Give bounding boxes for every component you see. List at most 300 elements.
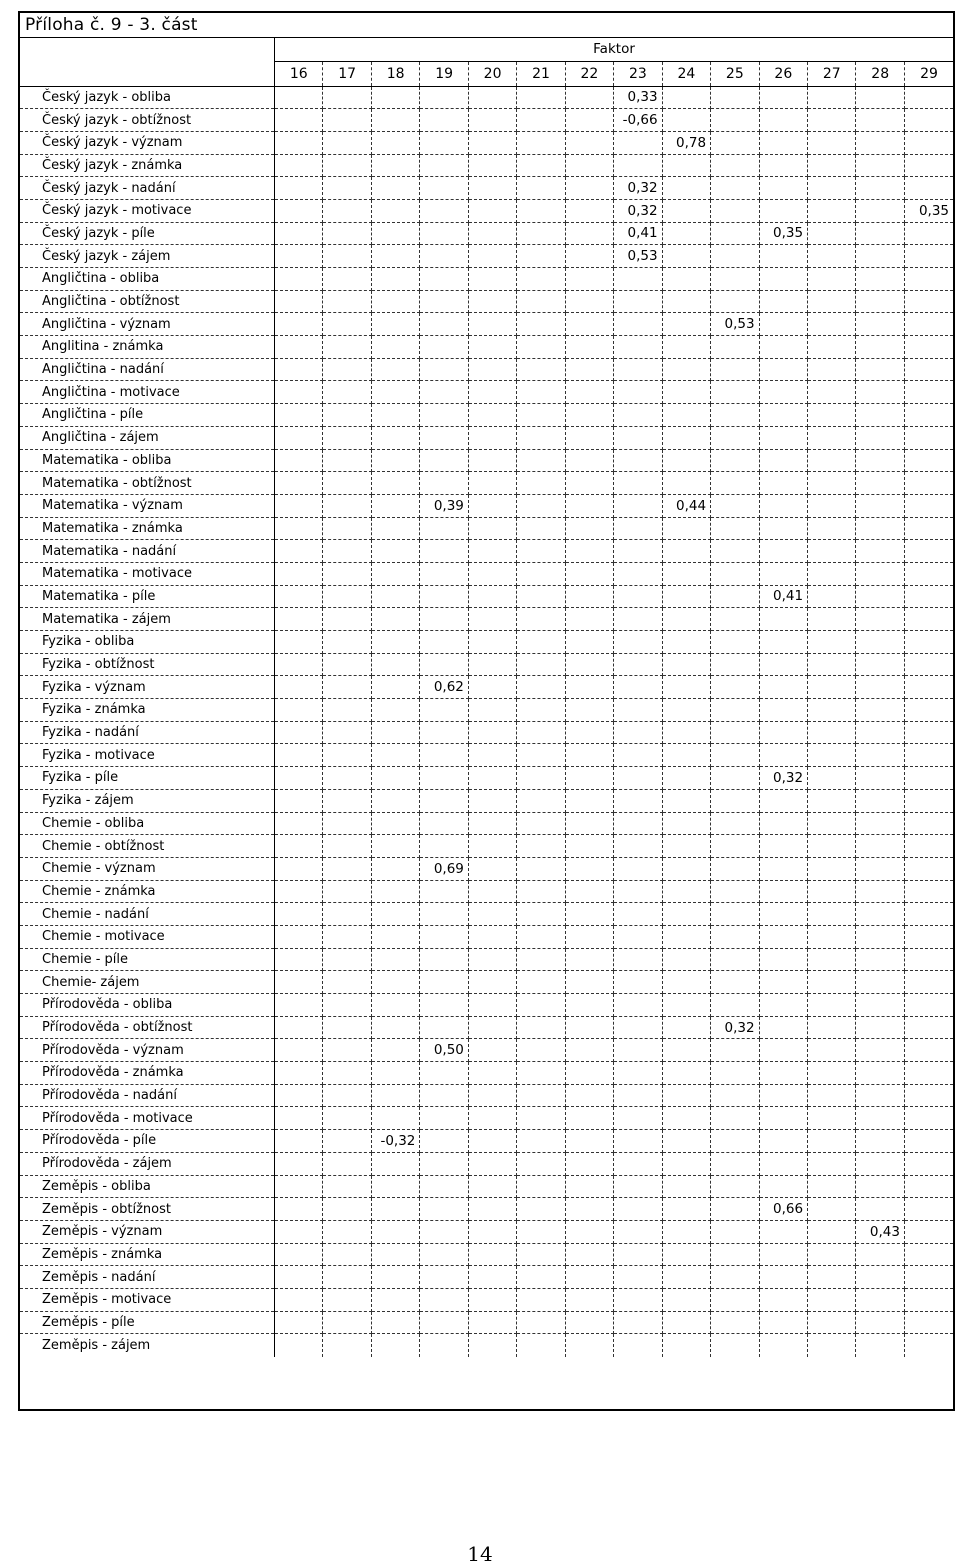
loading-cell bbox=[856, 517, 904, 540]
loading-cell bbox=[565, 336, 613, 359]
loading-cell: 0,32 bbox=[614, 177, 663, 200]
loading-cell bbox=[904, 1039, 953, 1062]
loading-cell bbox=[662, 1016, 710, 1039]
loading-cell bbox=[711, 789, 759, 812]
loading-cell bbox=[856, 585, 904, 608]
loading-cell bbox=[904, 971, 953, 994]
loading-cell: 0,53 bbox=[711, 313, 759, 336]
loading-cell bbox=[565, 109, 613, 132]
loading-cell bbox=[808, 426, 856, 449]
loading-cell bbox=[808, 199, 856, 222]
loading-cell bbox=[856, 1266, 904, 1289]
row-label: Přírodověda - zájem bbox=[20, 1152, 275, 1175]
loading-cell bbox=[420, 1152, 468, 1175]
loading-cell bbox=[565, 358, 613, 381]
table-row bbox=[20, 426, 953, 449]
loading-cell bbox=[808, 608, 856, 631]
loading-cell: 0,41 bbox=[759, 585, 807, 608]
loading-cell bbox=[565, 699, 613, 722]
row-label: Zeměpis - nadání bbox=[20, 1266, 275, 1289]
loading-cell bbox=[808, 472, 856, 495]
loading-cell bbox=[904, 1288, 953, 1311]
loading-cell bbox=[904, 313, 953, 336]
loading-cell bbox=[323, 676, 371, 699]
loading-cell bbox=[904, 880, 953, 903]
loading-cell bbox=[759, 177, 807, 200]
loading-cell bbox=[614, 676, 663, 699]
loading-cell bbox=[420, 336, 468, 359]
row-label: Angličtina - píle bbox=[20, 404, 275, 427]
loading-cell bbox=[808, 131, 856, 154]
loading-cell bbox=[904, 812, 953, 835]
loading-cell bbox=[614, 925, 663, 948]
loading-cell bbox=[565, 540, 613, 563]
row-label: Chemie- zájem bbox=[20, 971, 275, 994]
loading-cell bbox=[517, 1016, 565, 1039]
loading-cell bbox=[614, 744, 663, 767]
loading-cell bbox=[468, 562, 516, 585]
loading-cell bbox=[371, 699, 420, 722]
loading-cell bbox=[371, 903, 420, 926]
loading-cell bbox=[904, 404, 953, 427]
loading-cell bbox=[711, 154, 759, 177]
loading-cell bbox=[565, 1039, 613, 1062]
row-label: Český jazyk - nadání bbox=[20, 177, 275, 200]
loading-cell bbox=[517, 1288, 565, 1311]
loading-cell bbox=[420, 721, 468, 744]
loading-cell bbox=[614, 994, 663, 1017]
loading-cell bbox=[517, 767, 565, 790]
loading-cell bbox=[275, 903, 323, 926]
loading-cell bbox=[711, 1266, 759, 1289]
loading-cell bbox=[759, 1062, 807, 1085]
loading-cell bbox=[565, 426, 613, 449]
loading-cell bbox=[856, 86, 904, 109]
loading-cell bbox=[275, 154, 323, 177]
loading-cell bbox=[808, 857, 856, 880]
loading-cell bbox=[565, 449, 613, 472]
loading-cell bbox=[468, 767, 516, 790]
loading-cell bbox=[662, 1084, 710, 1107]
loading-cell bbox=[856, 631, 904, 654]
factor-header-cell: 22 bbox=[565, 61, 613, 86]
loading-cell bbox=[517, 336, 565, 359]
loading-cell bbox=[468, 381, 516, 404]
loading-cell bbox=[662, 948, 710, 971]
loading-cell bbox=[275, 1130, 323, 1153]
table-row bbox=[20, 449, 953, 472]
row-label: Matematika - motivace bbox=[20, 562, 275, 585]
loading-cell bbox=[614, 1039, 663, 1062]
loading-cell bbox=[808, 517, 856, 540]
loading-cell: 0,53 bbox=[614, 245, 663, 268]
loading-cell bbox=[856, 948, 904, 971]
loading-cell bbox=[517, 154, 565, 177]
loading-cell bbox=[323, 540, 371, 563]
loading-cell bbox=[565, 812, 613, 835]
loading-cell bbox=[468, 1152, 516, 1175]
loading-cell bbox=[808, 835, 856, 858]
loading-cell bbox=[614, 472, 663, 495]
loading-cell bbox=[711, 1062, 759, 1085]
table-row bbox=[20, 472, 953, 495]
loading-cell bbox=[420, 1198, 468, 1221]
loading-cell bbox=[275, 1152, 323, 1175]
loading-cell bbox=[856, 449, 904, 472]
loading-cell bbox=[614, 1311, 663, 1334]
row-label: Matematika - píle bbox=[20, 585, 275, 608]
loading-cell bbox=[759, 721, 807, 744]
loading-cell bbox=[662, 562, 710, 585]
loading-cell bbox=[662, 199, 710, 222]
loading-cell bbox=[856, 222, 904, 245]
loading-cell bbox=[711, 1039, 759, 1062]
loading-cell bbox=[468, 540, 516, 563]
loading-cell bbox=[371, 1107, 420, 1130]
loading-cell bbox=[808, 1175, 856, 1198]
loading-cell bbox=[662, 971, 710, 994]
row-label: Matematika - známka bbox=[20, 517, 275, 540]
table-row bbox=[20, 1016, 953, 1039]
loading-cell bbox=[904, 1084, 953, 1107]
loading-cell bbox=[323, 86, 371, 109]
loading-cell bbox=[856, 1152, 904, 1175]
loading-cell bbox=[420, 472, 468, 495]
loading-cell bbox=[468, 1084, 516, 1107]
loading-cell bbox=[323, 1311, 371, 1334]
loading-cell: 0,62 bbox=[420, 676, 468, 699]
row-label: Fyzika - motivace bbox=[20, 744, 275, 767]
loading-cell bbox=[614, 1334, 663, 1357]
loading-cell bbox=[662, 767, 710, 790]
factor-header-cell: 16 bbox=[275, 61, 323, 86]
table-row bbox=[20, 381, 953, 404]
loading-cell bbox=[904, 585, 953, 608]
loading-cell bbox=[808, 789, 856, 812]
table-row bbox=[20, 1220, 953, 1243]
loading-cell bbox=[759, 699, 807, 722]
loading-cell bbox=[711, 268, 759, 291]
loading-cell bbox=[275, 721, 323, 744]
table-row bbox=[20, 835, 953, 858]
loading-cell bbox=[371, 562, 420, 585]
loading-cell bbox=[468, 653, 516, 676]
loading-cell bbox=[275, 1016, 323, 1039]
loading-cell bbox=[371, 313, 420, 336]
loading-cell bbox=[808, 404, 856, 427]
loading-cell: 0,33 bbox=[614, 86, 663, 109]
loading-cell bbox=[275, 1198, 323, 1221]
loading-cell bbox=[371, 1198, 420, 1221]
loading-cell bbox=[759, 336, 807, 359]
loading-cell bbox=[565, 199, 613, 222]
loading-cell bbox=[517, 540, 565, 563]
loading-cell bbox=[759, 971, 807, 994]
loading-cell bbox=[517, 1039, 565, 1062]
loading-cell bbox=[808, 585, 856, 608]
table-row bbox=[20, 1334, 953, 1357]
loading-cell bbox=[759, 199, 807, 222]
loading-cell bbox=[614, 540, 663, 563]
table-row bbox=[20, 1130, 953, 1153]
loading-cell bbox=[323, 925, 371, 948]
loading-cell bbox=[275, 109, 323, 132]
loading-cell bbox=[614, 1266, 663, 1289]
loading-cell bbox=[759, 1130, 807, 1153]
table-row bbox=[20, 1243, 953, 1266]
loading-cell bbox=[371, 1220, 420, 1243]
loading-cell bbox=[856, 404, 904, 427]
loading-cell bbox=[614, 562, 663, 585]
loading-cell bbox=[420, 449, 468, 472]
loading-cell bbox=[711, 336, 759, 359]
loading-cell bbox=[468, 1220, 516, 1243]
loading-cell bbox=[711, 562, 759, 585]
loading-cell bbox=[856, 154, 904, 177]
row-label: Zeměpis - obliba bbox=[20, 1175, 275, 1198]
loading-cell bbox=[275, 1175, 323, 1198]
loading-cell bbox=[808, 744, 856, 767]
loading-cell bbox=[759, 994, 807, 1017]
table-row bbox=[20, 948, 953, 971]
loading-cell bbox=[759, 562, 807, 585]
row-label: Fyzika - zájem bbox=[20, 789, 275, 812]
loading-cell bbox=[565, 154, 613, 177]
loading-cell bbox=[904, 835, 953, 858]
loading-cell bbox=[371, 517, 420, 540]
loading-cell bbox=[904, 268, 953, 291]
loading-cell bbox=[759, 404, 807, 427]
loading-cell bbox=[614, 268, 663, 291]
row-label: Přírodověda - obliba bbox=[20, 994, 275, 1017]
loading-cell bbox=[904, 472, 953, 495]
loading-cell bbox=[565, 789, 613, 812]
factor-header-cell: 18 bbox=[371, 61, 420, 86]
loading-cell bbox=[759, 268, 807, 291]
loading-cell bbox=[759, 948, 807, 971]
loading-cell bbox=[808, 358, 856, 381]
row-label: Český jazyk - motivace bbox=[20, 199, 275, 222]
loading-cell bbox=[808, 1130, 856, 1153]
loading-cell bbox=[468, 268, 516, 291]
loading-cell bbox=[420, 426, 468, 449]
loading-cell bbox=[420, 1220, 468, 1243]
loading-cell bbox=[856, 1334, 904, 1357]
loading-cell bbox=[711, 1152, 759, 1175]
loading-cell bbox=[420, 948, 468, 971]
table-row bbox=[20, 994, 953, 1017]
loading-cell bbox=[565, 404, 613, 427]
header-row-group bbox=[20, 38, 953, 61]
loading-cell bbox=[468, 1198, 516, 1221]
loading-cell bbox=[517, 1266, 565, 1289]
loading-cell bbox=[565, 1152, 613, 1175]
loading-cell bbox=[565, 744, 613, 767]
loading-cell bbox=[565, 903, 613, 926]
loading-cell bbox=[662, 245, 710, 268]
loading-cell bbox=[759, 1084, 807, 1107]
table-row bbox=[20, 744, 953, 767]
loading-cell bbox=[275, 835, 323, 858]
loading-cell bbox=[759, 925, 807, 948]
loading-cell bbox=[468, 994, 516, 1017]
loading-cell bbox=[275, 245, 323, 268]
loading-cell bbox=[614, 131, 663, 154]
loading-cell bbox=[323, 109, 371, 132]
loading-cell bbox=[711, 404, 759, 427]
factor-header-cell: 19 bbox=[420, 61, 468, 86]
loading-cell bbox=[275, 1334, 323, 1357]
loading-cell bbox=[468, 789, 516, 812]
loading-cell bbox=[565, 268, 613, 291]
loading-cell bbox=[517, 835, 565, 858]
loading-cell: 0,44 bbox=[662, 494, 710, 517]
loading-cell bbox=[468, 880, 516, 903]
loading-cell bbox=[904, 245, 953, 268]
loading-cell bbox=[856, 653, 904, 676]
loading-cell bbox=[323, 1062, 371, 1085]
row-label: Chemie - obtížnost bbox=[20, 835, 275, 858]
loading-cell bbox=[323, 812, 371, 835]
loading-cell bbox=[856, 109, 904, 132]
loading-cell bbox=[468, 358, 516, 381]
table-row bbox=[20, 358, 953, 381]
loading-cell bbox=[662, 1152, 710, 1175]
loading-cell bbox=[614, 313, 663, 336]
loading-cell: 0,35 bbox=[904, 199, 953, 222]
loading-cell bbox=[565, 585, 613, 608]
loading-cell bbox=[468, 290, 516, 313]
loading-cell bbox=[275, 404, 323, 427]
loading-cell bbox=[371, 1311, 420, 1334]
loading-cell bbox=[856, 472, 904, 495]
loading-cell bbox=[614, 1243, 663, 1266]
loading-cell bbox=[759, 812, 807, 835]
loading-cell bbox=[759, 1107, 807, 1130]
loading-cell bbox=[420, 313, 468, 336]
loading-cell bbox=[517, 1220, 565, 1243]
loading-cell bbox=[856, 1016, 904, 1039]
loading-cell bbox=[275, 925, 323, 948]
table-row bbox=[20, 903, 953, 926]
loading-cell bbox=[759, 1175, 807, 1198]
table-row bbox=[20, 857, 953, 880]
loading-cell bbox=[468, 835, 516, 858]
loading-cell bbox=[856, 1130, 904, 1153]
loading-cell bbox=[662, 358, 710, 381]
loading-cell bbox=[468, 177, 516, 200]
loading-cell bbox=[759, 1288, 807, 1311]
loading-cell bbox=[904, 857, 953, 880]
loading-cell bbox=[759, 381, 807, 404]
loading-cell bbox=[759, 1266, 807, 1289]
loading-cell bbox=[808, 86, 856, 109]
loading-cell bbox=[662, 994, 710, 1017]
loading-cell bbox=[323, 994, 371, 1017]
loading-cell bbox=[468, 857, 516, 880]
loading-cell bbox=[856, 381, 904, 404]
loading-cell bbox=[420, 1243, 468, 1266]
loading-cell: 0,69 bbox=[420, 857, 468, 880]
loading-cell bbox=[614, 1107, 663, 1130]
loading-cell bbox=[856, 1175, 904, 1198]
loading-cell bbox=[420, 358, 468, 381]
loading-cell bbox=[468, 472, 516, 495]
loading-cell bbox=[517, 948, 565, 971]
loading-cell bbox=[565, 631, 613, 654]
row-label: Český jazyk - obtížnost bbox=[20, 109, 275, 132]
loading-cell bbox=[662, 336, 710, 359]
loading-cell bbox=[662, 1288, 710, 1311]
loading-cell bbox=[904, 449, 953, 472]
loading-cell bbox=[468, 1016, 516, 1039]
loading-cell bbox=[468, 948, 516, 971]
loading-cell bbox=[662, 789, 710, 812]
loading-cell bbox=[275, 767, 323, 790]
table-row bbox=[20, 721, 953, 744]
loading-cell bbox=[323, 1198, 371, 1221]
loading-cell bbox=[420, 222, 468, 245]
loading-cell bbox=[275, 381, 323, 404]
loading-cell bbox=[856, 245, 904, 268]
loading-cell bbox=[856, 1039, 904, 1062]
loading-cell bbox=[517, 245, 565, 268]
loading-cell bbox=[711, 1084, 759, 1107]
loading-cell bbox=[420, 835, 468, 858]
loading-cell bbox=[323, 1288, 371, 1311]
loading-cell bbox=[517, 222, 565, 245]
loading-cell bbox=[759, 154, 807, 177]
loading-cell bbox=[420, 903, 468, 926]
loading-cell bbox=[517, 268, 565, 291]
loading-cell bbox=[371, 199, 420, 222]
loading-cell bbox=[662, 1130, 710, 1153]
loading-cell bbox=[323, 835, 371, 858]
loading-cell bbox=[517, 994, 565, 1017]
loading-cell bbox=[565, 245, 613, 268]
loading-cell bbox=[420, 585, 468, 608]
table-row bbox=[20, 631, 953, 654]
loading-cell bbox=[711, 199, 759, 222]
loading-cell bbox=[614, 903, 663, 926]
loading-cell bbox=[371, 154, 420, 177]
loading-cell bbox=[759, 1016, 807, 1039]
loading-cell bbox=[323, 199, 371, 222]
loading-cell bbox=[662, 676, 710, 699]
loading-cell bbox=[711, 1288, 759, 1311]
loading-cell bbox=[662, 857, 710, 880]
loading-cell bbox=[420, 1107, 468, 1130]
loading-cell bbox=[904, 109, 953, 132]
row-label: Chemie - obliba bbox=[20, 812, 275, 835]
table-row bbox=[20, 1175, 953, 1198]
loading-cell bbox=[856, 290, 904, 313]
loading-cell bbox=[323, 857, 371, 880]
loading-cell bbox=[565, 86, 613, 109]
loading-cell bbox=[275, 994, 323, 1017]
row-label: Zeměpis - motivace bbox=[20, 1288, 275, 1311]
loading-cell bbox=[565, 948, 613, 971]
loading-cell bbox=[517, 313, 565, 336]
factor-header-cell: 26 bbox=[759, 61, 807, 86]
loading-cell bbox=[856, 789, 904, 812]
loading-cell bbox=[420, 994, 468, 1017]
loading-cell: 0,78 bbox=[662, 131, 710, 154]
loading-cell bbox=[711, 585, 759, 608]
row-label: Angličtina - obliba bbox=[20, 268, 275, 291]
loading-cell bbox=[759, 313, 807, 336]
loading-cell bbox=[662, 585, 710, 608]
